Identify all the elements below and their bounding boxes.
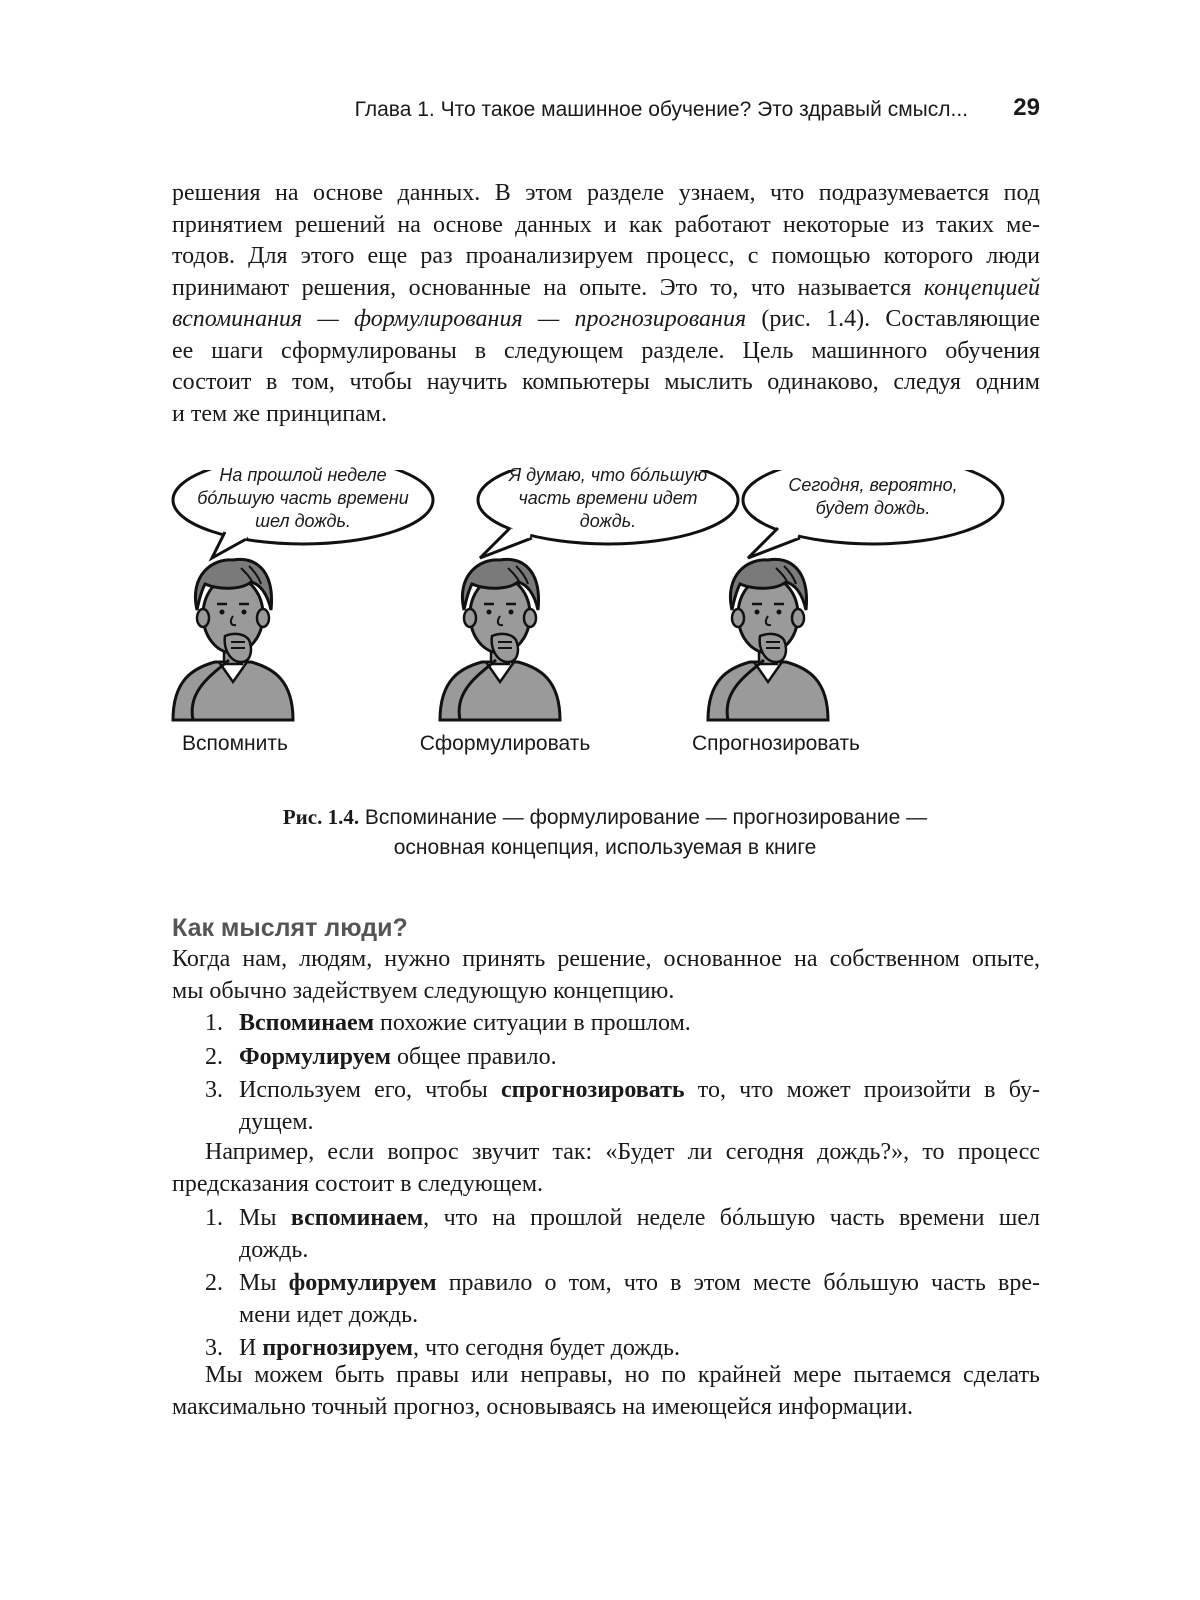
text-line: Например, если вопрос звучит так: «Будет ли сегодня дождь?», то процесс xyxy=(205,1139,1040,1165)
italic-term: концепцией xyxy=(923,274,1040,301)
italic-term: вспоминания — формулирования — прогнозирования xyxy=(172,306,747,332)
text-line xyxy=(239,1268,1040,1300)
list-number: 2. xyxy=(205,1043,223,1070)
text-line: принятием решений на основе данных и как работают некоторые из таких ме- xyxy=(172,211,1040,238)
text-line: мени идет дождь. xyxy=(239,1301,419,1328)
text-run: похожие ситуации в прошлом. xyxy=(374,1010,691,1036)
text-run: то, что может произойти в бу- xyxy=(684,1077,1040,1103)
running-head xyxy=(170,92,1040,132)
text-run: принимают решения, основанные на опыте. Это то, что называется xyxy=(172,274,924,301)
figure-label-predict: Спрогнозировать xyxy=(691,732,861,755)
text-line: мы обычно задействуем следующую концепцию. xyxy=(172,977,675,1004)
bubble-line: бóльшую часть времени xyxy=(197,488,409,508)
bubble-text-3 xyxy=(788,474,957,520)
text-line: Мы можем быть правы или неправы, но по крайней мере пытаемся сделать xyxy=(205,1362,1040,1388)
list-item xyxy=(205,1268,1040,1331)
text-line xyxy=(172,273,1040,305)
bold-term: спрогнозировать xyxy=(501,1077,685,1103)
text-run: , что на прошлой неделе бóльшую часть времени шел xyxy=(423,1205,1041,1231)
text-line: состоит в том, чтобы научить компьютеры мыслить одинаково, следуя одним xyxy=(172,369,1040,395)
figure-label-formulate: Сформулировать xyxy=(419,732,591,755)
text-line: дождь. xyxy=(239,1236,309,1263)
bubble-line: часть времени идет xyxy=(518,488,698,508)
list-item xyxy=(205,1008,1040,1040)
list-number: 1. xyxy=(205,1205,223,1231)
text-run: Используем его, чтобы xyxy=(239,1077,501,1103)
text-line: максимально точный прогноз, основываясь на имеющейся информации. xyxy=(172,1393,914,1420)
text-line: ее шаги сформулированы в следующем разделе. Цель машинного обучения xyxy=(172,337,1040,364)
bold-term: прогнозируем xyxy=(262,1335,414,1361)
thinking-person-icon xyxy=(173,559,293,720)
figure-label-remember: Вспомнить xyxy=(182,732,288,755)
list-number: 3. xyxy=(205,1335,223,1361)
caption-line: основная концепция, используемая в книге xyxy=(393,836,817,859)
thinking-person-icon xyxy=(708,559,828,720)
text-line: тодов. Для этого еще раз проанализируем процесс, с помощью которого люди xyxy=(172,243,1040,269)
paragraph-3 xyxy=(172,1360,1040,1423)
bold-term: Вспоминаем xyxy=(239,1010,375,1036)
text-line xyxy=(239,1203,1040,1235)
text-line: дущем. xyxy=(239,1108,314,1135)
list-number: 2. xyxy=(205,1270,223,1296)
bubble-line: будет дождь. xyxy=(815,498,931,518)
bubble-line: На прошлой неделе xyxy=(219,465,387,485)
text-run: (рис. 1.4). Составляющие xyxy=(746,306,1040,332)
bubble-line: Сегодня, вероятно, xyxy=(788,475,958,495)
figure-remember-formulate-predict xyxy=(170,465,1040,770)
numbered-list-2 xyxy=(205,1203,1040,1365)
text-line xyxy=(239,1008,1040,1040)
figure-caption xyxy=(170,802,1040,863)
text-line xyxy=(172,304,1040,336)
text-run: Мы xyxy=(239,1205,291,1231)
text-run: Мы xyxy=(239,1270,289,1296)
text-line xyxy=(239,1042,1040,1074)
paragraph-2 xyxy=(172,1137,1040,1200)
list-item xyxy=(205,1075,1040,1138)
text-run: общее правило. xyxy=(390,1043,557,1070)
list-number: 1. xyxy=(205,1010,223,1036)
bubble-line: шел дождь. xyxy=(255,511,351,531)
text-run: правило о том, что в этом месте бóльшую часть вре- xyxy=(436,1270,1040,1296)
intro-paragraph xyxy=(172,178,1040,430)
text-line: Когда нам, людям, нужно принять решение, основанное на собственном опыте, xyxy=(172,946,1040,972)
bubble-text-1 xyxy=(197,464,409,533)
section-heading: Как мыслят люди? xyxy=(172,914,408,942)
bubble-line: Я думаю, что бóльшую xyxy=(508,465,708,485)
bold-term: Формулируем xyxy=(239,1043,391,1070)
bubble-line: дождь. xyxy=(579,511,637,531)
text-line: предсказания состоит в следующем. xyxy=(172,1170,544,1197)
bold-term: формулируем xyxy=(288,1270,437,1296)
caption-label: Рис. 1.4. xyxy=(282,805,360,829)
caption-line xyxy=(170,802,1040,833)
numbered-list-1 xyxy=(205,1008,1040,1138)
text-line: решения на основе данных. В этом разделе узнаем, что подразумевается под xyxy=(172,180,1040,206)
paragraph-1 xyxy=(172,944,1040,1007)
list-item xyxy=(205,1203,1040,1266)
text-line xyxy=(239,1075,1040,1107)
chapter-title: Глава 1. Что такое машинное обучение? Это здравый смысл... xyxy=(354,98,968,121)
thinking-person-icon xyxy=(440,559,560,720)
text-run: , что сегодня будет дождь. xyxy=(413,1335,680,1361)
page-number: 29 xyxy=(1013,94,1040,121)
list-number: 3. xyxy=(205,1077,223,1103)
bubble-text-2 xyxy=(509,464,707,533)
bold-term: вспоминаем xyxy=(290,1205,424,1231)
list-item xyxy=(205,1042,1040,1074)
caption-text: Вспоминание — формулирование — прогнозирование — xyxy=(359,806,928,829)
text-line: и тем же принципам. xyxy=(172,400,387,427)
text-run: И xyxy=(239,1335,263,1361)
